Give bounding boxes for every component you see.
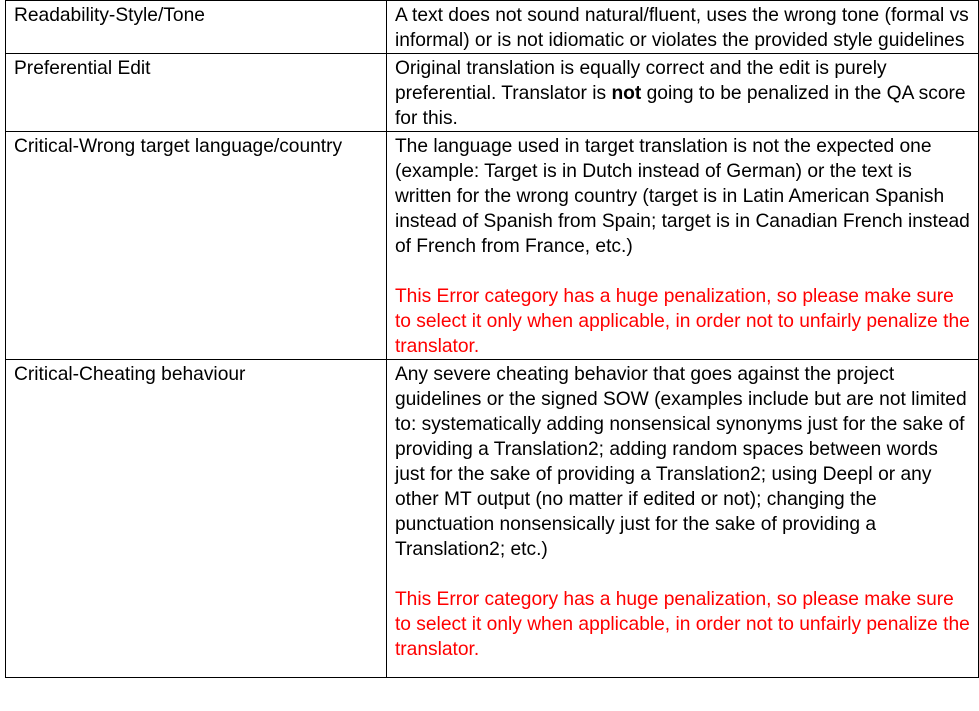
table-row	[6, 132, 979, 360]
warning-note: This Error category has a huge penalization, so please make sure to select it only when applicable, in order not to unfairly penalize the translator.	[394, 286, 970, 357]
category-cell: Readability-Style/Tone	[6, 1, 387, 54]
description-cell: A text does not sound natural/fluent, uses the wrong tone (formal vs informal) or is not idiomatic or violates the provided style guidelines	[386, 1, 978, 54]
description-text: Original translation is equally correct and the edit is purely preferential. Translator is	[394, 58, 887, 104]
description-cell	[386, 132, 978, 360]
warning-note: This Error category has a huge penalization, so please make sure to select it only when applicable, in order not to unfairly penalize the translator.	[394, 589, 970, 660]
description-text: going to be penalized in the QA score for this.	[394, 83, 966, 129]
category-cell: Preferential Edit	[6, 54, 387, 132]
description-text: Any severe cheating behavior that goes against the project guidelines or the signed SOW (examples include but are not limited to: systematically adding nonsensical synonyms just for the sake of providing a Translation2; adding random spaces between words just for the sake of providing a Translation2; using Deepl or any other MT output (no matter if edited or not); changing the punctuation nonsensically just for the sake of providing a Translation2; etc.)	[394, 364, 967, 560]
category-cell: Critical-Cheating behaviour	[6, 360, 387, 678]
description-text: The language used in target translation is not the expected one (example: Target is in Dutch instead of German) or the text is written for the wrong country (target is in Latin American Spanish instead of Spanish from Spain; target is in Canadian French instead of French from France, etc.)	[394, 136, 970, 257]
table-row	[6, 360, 979, 678]
description-cell	[386, 360, 978, 678]
description-cell	[386, 54, 978, 132]
table-row	[6, 54, 979, 132]
paragraph-gap	[395, 562, 970, 587]
paragraph-gap	[395, 259, 970, 284]
table-row	[6, 1, 979, 54]
error-category-table	[5, 0, 979, 678]
emphasis-text: not	[611, 83, 642, 104]
category-cell: Critical-Wrong target language/country	[6, 132, 387, 360]
